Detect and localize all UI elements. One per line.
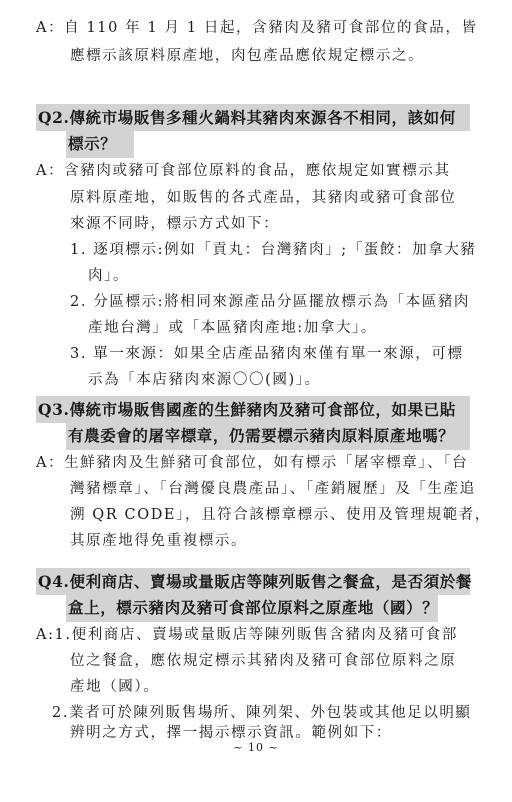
- q4-answer-line-2: 位之餐盒，應依規定標示其豬肉及豬可食部位原料之原: [70, 653, 457, 669]
- q4-item-2-line-2: 辨明之方式，擇一揭示標示資訊。範例如下：: [70, 725, 392, 741]
- q4-item-2-line-1: 2.業者可於陳列販售場所、陳列架、外包裝或其他足以明顯: [52, 705, 472, 721]
- q2-item-1-line-1: 1. 逐項標示:例如「貢丸：台灣豬肉」;「蛋餃：加拿大豬: [70, 242, 477, 258]
- q4-question-line-2: 盒上，標示豬肉及豬可食部位原料之原產地（國）？: [68, 598, 439, 617]
- q3-answer-line-4: 其原產地得免重複標示。: [70, 533, 248, 549]
- q3-answer-line-2: 灣豬標章」、「台灣優良農產品」、「產銷履歷」及「生產追: [70, 481, 476, 497]
- q2-item-2-line-1: 2. 分區標示:將相同來源產品分區擺放標示為「本區豬肉: [70, 294, 471, 310]
- q4-question-line-1: Q4.便利商店、賣場或量販店等陳列販售之餐盒，是否須於餐: [38, 572, 472, 591]
- q2-item-1-line-2: 肉」。: [88, 268, 130, 284]
- q2-item-2-line-2: 產地台灣」或「本區豬肉產地:加拿大」。: [88, 320, 378, 336]
- q2-answer-line-2: 原料原產地，如販售的各式產品，其豬肉或豬可食部位: [70, 190, 457, 206]
- q3-answer-line-1: A：生鮮豬肉及生鮮豬可食部位，如有標示「屠宰標章」、「台: [36, 455, 469, 471]
- q2-item-3-line-2: 示為「本店豬肉來源〇〇(國)」。: [88, 372, 321, 388]
- intro-answer-line-1: A：自 110 年 1 月 1 日起，含豬肉及豬可食部位的食品，皆: [36, 20, 478, 36]
- q3-question-line-1: Q3.傳統市場販售國產的生鮮豬肉及豬可食部位，如果已貼: [38, 400, 456, 419]
- q2-question-line-2: 標示？: [68, 134, 117, 153]
- page-number: ~ 10 ~: [233, 741, 279, 754]
- q2-item-3-line-1: 3. 單一來源：如果全店產品豬肉來僅有單一來源，可標: [70, 346, 464, 362]
- intro-answer-line-2: 應標示該原料原產地，肉包產品應依規定標示之。: [70, 48, 425, 64]
- q2-answer-line-1: A：含豬肉或豬可食部位原料的食品，應依規定如實標示其: [36, 163, 451, 179]
- q3-question-line-2: 有農委會的屠宰標章，仍需要標示豬肉原料原產地嗎？: [68, 426, 455, 445]
- q4-answer-line-1: A:1.便利商店、賣場或量販店等陳列販售含豬肉及豬可食部: [36, 627, 458, 643]
- q4-answer-line-3: 產地（國）。: [70, 679, 160, 695]
- q2-question-line-1: Q2.傳統市場販售多種火鍋料其豬肉來源各不相同，該如何: [38, 108, 456, 127]
- q2-answer-line-3: 來源不同時，標示方式如下：: [70, 216, 280, 232]
- q3-answer-line-3: 溯 QR CODE」，且符合該標章標示、使用及管理規範者，: [70, 507, 491, 523]
